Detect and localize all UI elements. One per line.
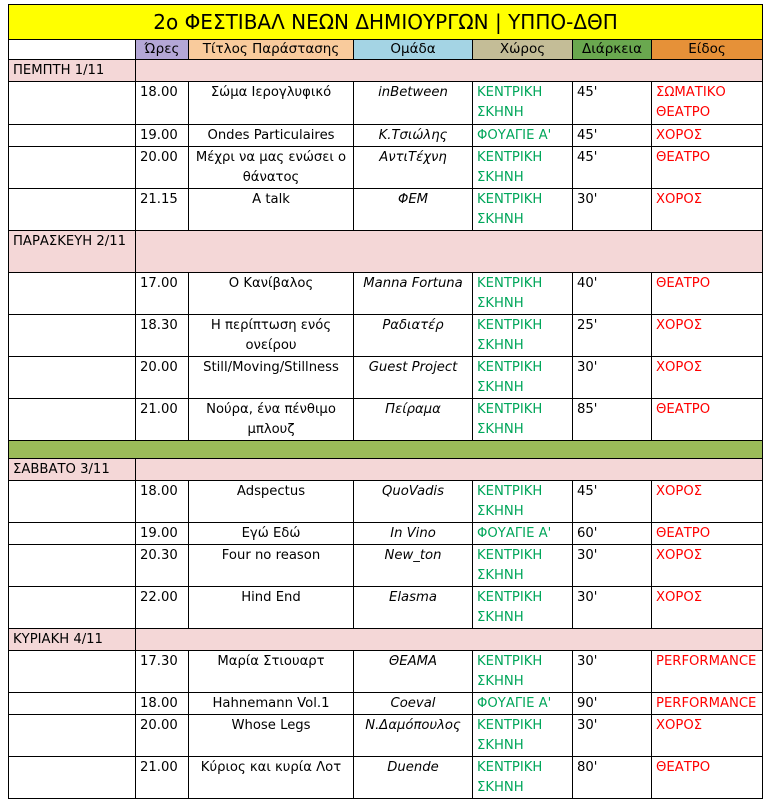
show-title: Σώμα Ιερογλυφικό bbox=[189, 82, 354, 125]
show-blank bbox=[9, 399, 136, 441]
show-title: Ondes Particulaires bbox=[189, 125, 354, 147]
show-team: Manna Fortuna bbox=[354, 273, 473, 315]
show-duration: 45' bbox=[573, 125, 652, 147]
show-duration: 30' bbox=[573, 357, 652, 399]
show-time: 19.00 bbox=[136, 523, 189, 545]
show-blank bbox=[9, 545, 136, 587]
show-title: Ο Κανίβαλος bbox=[189, 273, 354, 315]
show-row bbox=[9, 82, 763, 125]
show-blank bbox=[9, 315, 136, 357]
show-venue: ΚΕΝΤΡΙΚΗ ΣΚΗΝΗ bbox=[473, 545, 573, 587]
show-row bbox=[9, 481, 763, 523]
show-time: 20.30 bbox=[136, 545, 189, 587]
show-blank bbox=[9, 651, 136, 693]
show-genre: ΧΟΡΟΣ bbox=[652, 315, 763, 357]
show-time: 20.00 bbox=[136, 715, 189, 757]
title-row bbox=[9, 5, 763, 40]
show-time: 21.00 bbox=[136, 399, 189, 441]
show-team: ΑντιΤέχνη bbox=[354, 147, 473, 189]
show-row bbox=[9, 545, 763, 587]
show-venue: ΚΕΝΤΡΙΚΗ ΣΚΗΝΗ bbox=[473, 357, 573, 399]
header-genre: Είδος bbox=[652, 40, 763, 60]
separator-row bbox=[9, 441, 763, 459]
day-fill bbox=[136, 231, 763, 273]
show-blank bbox=[9, 82, 136, 125]
day-row bbox=[9, 60, 763, 82]
show-title: A talk bbox=[189, 189, 354, 231]
show-team: Guest Project bbox=[354, 357, 473, 399]
show-time: 19.00 bbox=[136, 125, 189, 147]
show-time: 20.00 bbox=[136, 357, 189, 399]
show-title: Whose Legs bbox=[189, 715, 354, 757]
show-genre: ΧΟΡΟΣ bbox=[652, 125, 763, 147]
show-row bbox=[9, 315, 763, 357]
show-duration: 25' bbox=[573, 315, 652, 357]
day-label: ΣΑΒΒΑΤΟ 3/11 bbox=[9, 459, 136, 481]
show-team: ΘΕΑΜΑ bbox=[354, 651, 473, 693]
show-genre: ΧΟΡΟΣ bbox=[652, 189, 763, 231]
show-genre: PERFORMANCE bbox=[652, 651, 763, 693]
day-row bbox=[9, 459, 763, 481]
show-title: Κύριος και κυρία Λοτ bbox=[189, 757, 354, 799]
show-row bbox=[9, 399, 763, 441]
show-blank bbox=[9, 481, 136, 523]
show-blank bbox=[9, 357, 136, 399]
show-time: 18.30 bbox=[136, 315, 189, 357]
show-team: Κ.Τσιώλης bbox=[354, 125, 473, 147]
show-row bbox=[9, 587, 763, 629]
show-duration: 30' bbox=[573, 189, 652, 231]
show-blank bbox=[9, 273, 136, 315]
show-title: Four no reason bbox=[189, 545, 354, 587]
show-venue: ΚΕΝΤΡΙΚΗ ΣΚΗΝΗ bbox=[473, 715, 573, 757]
show-team: In Vino bbox=[354, 523, 473, 545]
festival-schedule-table bbox=[8, 4, 763, 799]
day-fill bbox=[136, 629, 763, 651]
header-times: Ώρες bbox=[136, 40, 189, 60]
show-duration: 40' bbox=[573, 273, 652, 315]
show-genre: ΧΟΡΟΣ bbox=[652, 481, 763, 523]
show-venue: ΦΟΥΑΓΙΕ Α' bbox=[473, 523, 573, 545]
show-genre: ΧΟΡΟΣ bbox=[652, 715, 763, 757]
day-row bbox=[9, 231, 763, 273]
separator-bar bbox=[9, 441, 763, 459]
show-venue: ΚΕΝΤΡΙΚΗ ΣΚΗΝΗ bbox=[473, 189, 573, 231]
show-venue: ΚΕΝΤΡΙΚΗ ΣΚΗΝΗ bbox=[473, 315, 573, 357]
show-venue: ΚΕΝΤΡΙΚΗ ΣΚΗΝΗ bbox=[473, 273, 573, 315]
header-blank bbox=[9, 40, 136, 60]
show-venue: ΚΕΝΤΡΙΚΗ ΣΚΗΝΗ bbox=[473, 651, 573, 693]
show-row bbox=[9, 523, 763, 545]
show-time: 18.00 bbox=[136, 481, 189, 523]
show-duration: 80' bbox=[573, 757, 652, 799]
show-genre: ΘΕΑΤΡΟ bbox=[652, 757, 763, 799]
show-title: Νούρα, ένα πένθιμο μπλουζ bbox=[189, 399, 354, 441]
show-venue: ΚΕΝΤΡΙΚΗ ΣΚΗΝΗ bbox=[473, 757, 573, 799]
festival-title: 2ο ΦΕΣΤΙΒΑΛ ΝΕΩΝ ΔΗΜΙΟΥΡΓΩΝ | ΥΠΠΟ-ΔΘΠ bbox=[9, 5, 763, 40]
show-team: Ραδιατέρ bbox=[354, 315, 473, 357]
show-duration: 85' bbox=[573, 399, 652, 441]
show-venue: ΦΟΥΑΓΙΕ Α' bbox=[473, 125, 573, 147]
show-blank bbox=[9, 757, 136, 799]
show-team: Ν.Δαμόπουλος bbox=[354, 715, 473, 757]
show-blank bbox=[9, 587, 136, 629]
header-venue: Χώρος bbox=[473, 40, 573, 60]
show-time: 17.00 bbox=[136, 273, 189, 315]
header-duration: Διάρκεια bbox=[573, 40, 652, 60]
show-venue: ΚΕΝΤΡΙΚΗ ΣΚΗΝΗ bbox=[473, 399, 573, 441]
show-duration: 30' bbox=[573, 545, 652, 587]
show-genre: PERFORMANCE bbox=[652, 693, 763, 715]
show-duration: 90' bbox=[573, 693, 652, 715]
show-genre: ΘΕΑΤΡΟ bbox=[652, 523, 763, 545]
show-blank bbox=[9, 715, 136, 757]
show-title: Η περίπτωση ενός ονείρου bbox=[189, 315, 354, 357]
show-duration: 45' bbox=[573, 481, 652, 523]
show-title: Μαρία Στιουαρτ bbox=[189, 651, 354, 693]
day-fill bbox=[136, 459, 763, 481]
show-blank bbox=[9, 125, 136, 147]
show-duration: 45' bbox=[573, 147, 652, 189]
show-time: 18.00 bbox=[136, 82, 189, 125]
show-duration: 30' bbox=[573, 651, 652, 693]
header-title: Τίτλος Παράστασης bbox=[189, 40, 354, 60]
day-label: ΠΑΡΑΣΚΕΥΗ 2/11 bbox=[9, 231, 136, 273]
header-row bbox=[9, 40, 763, 60]
show-time: 18.00 bbox=[136, 693, 189, 715]
show-row bbox=[9, 715, 763, 757]
show-row bbox=[9, 357, 763, 399]
show-title: Μέχρι να μας ενώσει ο θάνατος bbox=[189, 147, 354, 189]
show-blank bbox=[9, 523, 136, 545]
show-row bbox=[9, 693, 763, 715]
show-time: 21.00 bbox=[136, 757, 189, 799]
show-title: Εγώ Εδώ bbox=[189, 523, 354, 545]
show-duration: 30' bbox=[573, 587, 652, 629]
show-title: Hind End bbox=[189, 587, 354, 629]
show-title: Still/Moving/Stillness bbox=[189, 357, 354, 399]
show-row bbox=[9, 273, 763, 315]
day-label: ΚΥΡΙΑΚΗ 4/11 bbox=[9, 629, 136, 651]
day-fill bbox=[136, 60, 763, 82]
show-time: 21.15 bbox=[136, 189, 189, 231]
show-blank bbox=[9, 147, 136, 189]
day-row bbox=[9, 629, 763, 651]
show-team: Πείραμα bbox=[354, 399, 473, 441]
show-row bbox=[9, 651, 763, 693]
show-duration: 45' bbox=[573, 82, 652, 125]
show-venue: ΚΕΝΤΡΙΚΗ ΣΚΗΝΗ bbox=[473, 587, 573, 629]
show-genre: ΧΟΡΟΣ bbox=[652, 357, 763, 399]
show-title: Adspectus bbox=[189, 481, 354, 523]
show-time: 22.00 bbox=[136, 587, 189, 629]
show-venue: ΚΕΝΤΡΙΚΗ ΣΚΗΝΗ bbox=[473, 481, 573, 523]
show-genre: ΧΟΡΟΣ bbox=[652, 587, 763, 629]
show-venue: ΚΕΝΤΡΙΚΗ ΣΚΗΝΗ bbox=[473, 147, 573, 189]
show-team: inBetween bbox=[354, 82, 473, 125]
show-team: Duende bbox=[354, 757, 473, 799]
day-label: ΠΕΜΠΤΗ 1/11 bbox=[9, 60, 136, 82]
show-genre: ΧΟΡΟΣ bbox=[652, 545, 763, 587]
show-genre: ΘΕΑΤΡΟ bbox=[652, 399, 763, 441]
show-venue: ΦΟΥΑΓΙΕ Α' bbox=[473, 693, 573, 715]
show-team: Elasma bbox=[354, 587, 473, 629]
show-row bbox=[9, 147, 763, 189]
show-title: Hahnemann Vol.1 bbox=[189, 693, 354, 715]
show-blank bbox=[9, 189, 136, 231]
show-team: New_ton bbox=[354, 545, 473, 587]
show-row bbox=[9, 189, 763, 231]
show-row bbox=[9, 757, 763, 799]
show-time: 17.30 bbox=[136, 651, 189, 693]
show-genre: ΣΩΜΑΤΙΚΟ ΘΕΑΤΡΟ bbox=[652, 82, 763, 125]
show-team: ΦΕΜ bbox=[354, 189, 473, 231]
show-team: QuoVadis bbox=[354, 481, 473, 523]
show-duration: 60' bbox=[573, 523, 652, 545]
show-row bbox=[9, 125, 763, 147]
header-team: Ομάδα bbox=[354, 40, 473, 60]
show-blank bbox=[9, 693, 136, 715]
show-team: Coeval bbox=[354, 693, 473, 715]
show-genre: ΘΕΑΤΡΟ bbox=[652, 147, 763, 189]
show-time: 20.00 bbox=[136, 147, 189, 189]
show-duration: 30' bbox=[573, 715, 652, 757]
show-venue: ΚΕΝΤΡΙΚΗ ΣΚΗΝΗ bbox=[473, 82, 573, 125]
show-genre: ΘΕΑΤΡΟ bbox=[652, 273, 763, 315]
